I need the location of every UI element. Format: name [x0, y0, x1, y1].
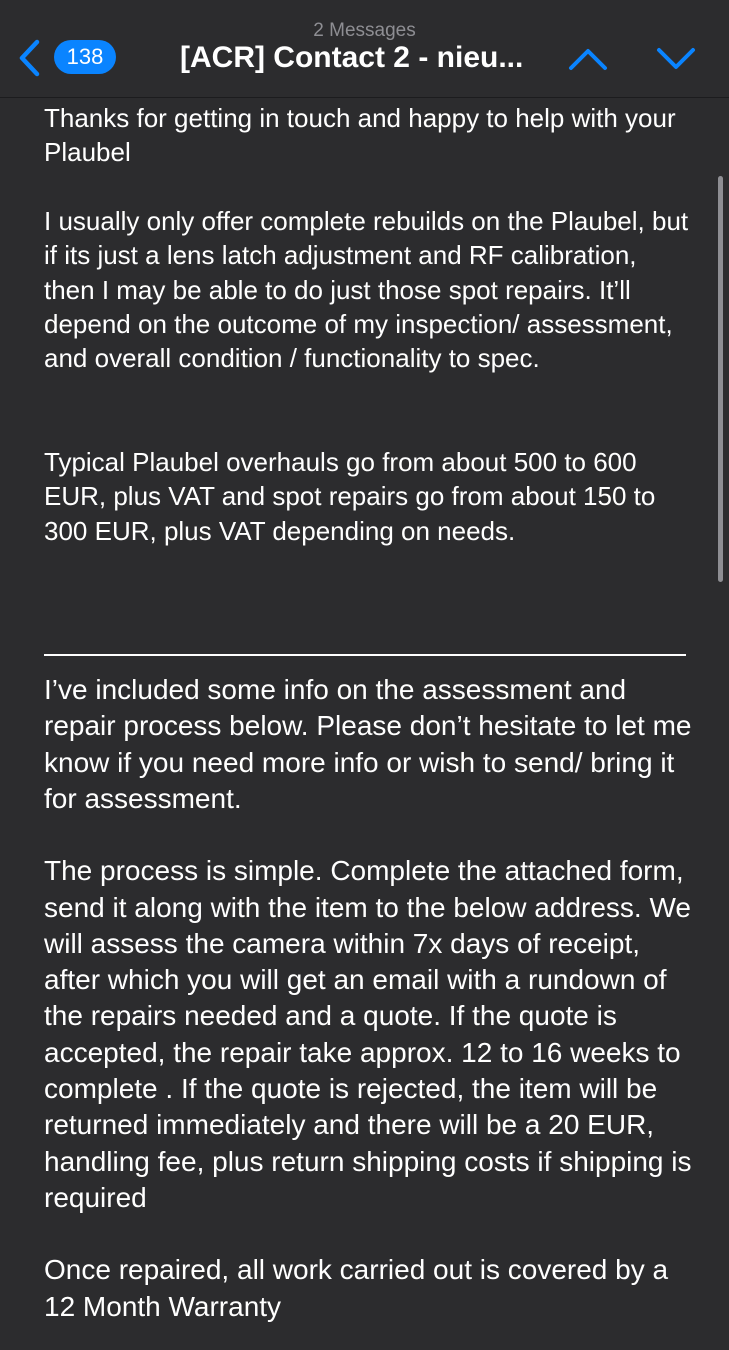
email-paragraph-process: The process is simple. Complete the attached form, send it along with the item to the below address. We will assess the camera within 7x days of receipt, after which you will get an email with a rundown of the repairs needed and a quote. If the quote is accepted, the repair take approx. 12 to 16 weeks to complete . If the quote is rejected, the item will be returned immediately and there will be a 20 EUR, handling fee, plus return shipping costs if shipping is required: [44, 855, 692, 1213]
next-message-button[interactable]: [651, 38, 701, 80]
thread-title: [ACR] Contact 2 - nieu...: [180, 41, 524, 74]
email-paragraph-warranty: Once repaired, all work carried out is covered by a 12 Month Warranty: [44, 1254, 669, 1322]
email-paragraph-pricing: Typical Plaubel overhauls go from about 500 to 600 EUR, plus VAT and spot repairs go from about 150 to 300 EUR, plus VAT depending on needs.: [44, 446, 656, 546]
chevron-left-icon: [17, 39, 41, 77]
horizontal-divider: [44, 654, 686, 656]
email-paragraph-greeting: Thanks for getting in touch and happy to help with your Plaubel: [44, 103, 676, 168]
unread-count-badge[interactable]: 138: [54, 40, 116, 74]
email-body: [44, 98, 694, 1325]
email-paragraph-info: I’ve included some info on the assessment and repair process below. Please don’t hesitate to let me know if you need more info or wish to send/ bring it for assessment.: [44, 674, 692, 814]
chevron-up-icon: [567, 46, 609, 72]
chevron-down-icon: [655, 46, 697, 72]
navigation-bar: [0, 0, 729, 98]
scrollbar[interactable]: [718, 176, 723, 582]
previous-message-button[interactable]: [563, 38, 613, 80]
messages-count: 2 Messages: [313, 20, 416, 41]
email-paragraph-rebuilds: I usually only offer complete rebuilds on the Plaubel, but if its just a lens latch adjustment and RF calibration, then I may be able to do just those spot repairs. It’ll depend on the outcome of my inspection/ assessment, and overall condition / functionality to spec.: [44, 205, 689, 374]
